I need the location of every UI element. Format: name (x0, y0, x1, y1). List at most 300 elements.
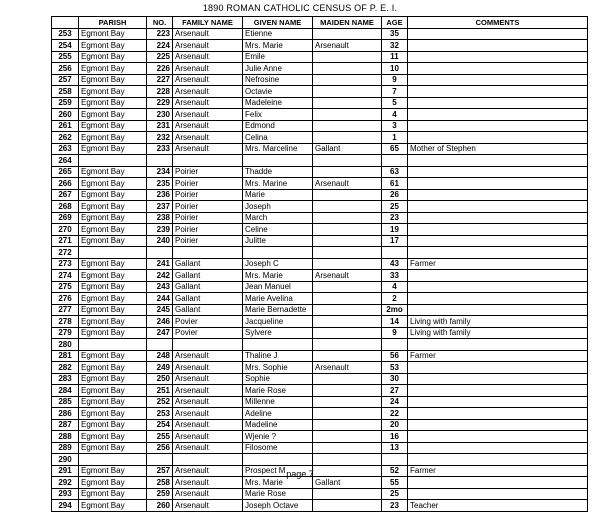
table-row (52, 212, 588, 224)
table-row (52, 373, 588, 385)
table-row (52, 281, 588, 293)
maiden-name-cell (313, 350, 382, 362)
comments-cell (408, 166, 588, 178)
given-name-cell: Mrs. Sophie (243, 362, 313, 374)
number-cell: 244 (147, 293, 173, 305)
table-row (52, 270, 588, 282)
table-row (52, 97, 588, 109)
maiden-name-cell (313, 373, 382, 385)
census-table (51, 16, 588, 512)
age-cell: 2 (382, 293, 408, 305)
row-number: 255 (52, 51, 79, 63)
age-cell: 14 (382, 316, 408, 328)
row-number: 267 (52, 189, 79, 201)
row-number: 258 (52, 86, 79, 98)
row-number: 254 (52, 40, 79, 52)
table-row (52, 86, 588, 98)
given-name-cell: Adeline (243, 408, 313, 420)
family-name-cell: Gallant (173, 304, 243, 316)
family-name-cell: Arsenault (173, 465, 243, 477)
family-name-cell: Arsenault (173, 109, 243, 121)
maiden-name-cell (313, 258, 382, 270)
age-cell: 27 (382, 385, 408, 397)
row-number: 294 (52, 500, 79, 512)
comments-cell (408, 51, 588, 63)
parish-cell: Egmont Bay (79, 442, 147, 454)
parish-cell: Egmont Bay (79, 327, 147, 339)
age-cell: 5 (382, 97, 408, 109)
comments-cell (408, 373, 588, 385)
number-cell: 237 (147, 201, 173, 213)
family-name-cell: Arsenault (173, 350, 243, 362)
comments-cell (408, 281, 588, 293)
parish-cell: Egmont Bay (79, 224, 147, 236)
row-number: 260 (52, 109, 79, 121)
family-name-cell: Poirier (173, 166, 243, 178)
table-row (52, 362, 588, 374)
number-cell: 225 (147, 51, 173, 63)
maiden-name-cell (313, 385, 382, 397)
family-name-cell: Gallant (173, 281, 243, 293)
age-cell: 20 (382, 419, 408, 431)
header-no: NO. (147, 17, 173, 29)
row-number: 285 (52, 396, 79, 408)
table-row (52, 143, 588, 155)
row-number: 278 (52, 316, 79, 328)
maiden-name-cell (313, 86, 382, 98)
comments-cell (408, 431, 588, 443)
family-name-cell: Poirier (173, 212, 243, 224)
family-name-cell: Povier (173, 327, 243, 339)
given-name-cell (243, 454, 313, 466)
row-number: 275 (52, 281, 79, 293)
given-name-cell: Felix (243, 109, 313, 121)
number-cell: 253 (147, 408, 173, 420)
parish-cell: Egmont Bay (79, 235, 147, 247)
parish-cell: Egmont Bay (79, 350, 147, 362)
given-name-cell: Marie Rose (243, 488, 313, 500)
family-name-cell: Arsenault (173, 431, 243, 443)
family-name-cell: Poirier (173, 178, 243, 190)
comments-cell (408, 74, 588, 86)
table-row (52, 74, 588, 86)
family-name-cell: Arsenault (173, 132, 243, 144)
parish-cell: Egmont Bay (79, 385, 147, 397)
maiden-name-cell (313, 201, 382, 213)
age-cell: 22 (382, 408, 408, 420)
number-cell: 233 (147, 143, 173, 155)
age-cell: 16 (382, 431, 408, 443)
row-number: 287 (52, 419, 79, 431)
maiden-name-cell (313, 327, 382, 339)
comments-cell (408, 247, 588, 259)
given-name-cell: Jean Manuel (243, 281, 313, 293)
given-name-cell: Joseph C (243, 258, 313, 270)
given-name-cell: March (243, 212, 313, 224)
table-row (52, 431, 588, 443)
comments-cell (408, 385, 588, 397)
table-row (52, 339, 588, 351)
parish-cell: Egmont Bay (79, 212, 147, 224)
table-row (52, 247, 588, 259)
age-cell: 61 (382, 178, 408, 190)
row-number: 256 (52, 63, 79, 75)
given-name-cell: Mrs. Marine (243, 178, 313, 190)
age-cell: 23 (382, 212, 408, 224)
comments-cell (408, 178, 588, 190)
maiden-name-cell (313, 51, 382, 63)
number-cell: 258 (147, 477, 173, 489)
age-cell: 25 (382, 201, 408, 213)
parish-cell: Egmont Bay (79, 143, 147, 155)
age-cell: 43 (382, 258, 408, 270)
age-cell: 25 (382, 488, 408, 500)
table-row (52, 293, 588, 305)
age-cell: 56 (382, 350, 408, 362)
comments-cell: Mother of Stephen (408, 143, 588, 155)
table-row (52, 396, 588, 408)
family-name-cell: Poirier (173, 189, 243, 201)
number-cell: 259 (147, 488, 173, 500)
age-cell (382, 247, 408, 259)
number-cell: 245 (147, 304, 173, 316)
family-name-cell: Arsenault (173, 477, 243, 489)
number-cell: 228 (147, 86, 173, 98)
age-cell: 26 (382, 189, 408, 201)
parish-cell: Egmont Bay (79, 477, 147, 489)
parish-cell: Egmont Bay (79, 40, 147, 52)
parish-cell: Egmont Bay (79, 373, 147, 385)
parish-cell: Egmont Bay (79, 293, 147, 305)
census-body (52, 28, 588, 511)
table-row (52, 155, 588, 167)
header-row-number (52, 17, 79, 29)
header-comments: COMMENTS (408, 17, 588, 29)
comments-cell: Farmer (408, 258, 588, 270)
number-cell: 236 (147, 189, 173, 201)
given-name-cell: Thadde (243, 166, 313, 178)
maiden-name-cell (313, 442, 382, 454)
table-row (52, 442, 588, 454)
header-family-name: FAMILY NAME (173, 17, 243, 29)
family-name-cell: Arsenault (173, 442, 243, 454)
number-cell: 242 (147, 270, 173, 282)
family-name-cell: Arsenault (173, 408, 243, 420)
parish-cell: Egmont Bay (79, 258, 147, 270)
parish-cell (79, 155, 147, 167)
parish-cell: Egmont Bay (79, 74, 147, 86)
row-number: 284 (52, 385, 79, 397)
maiden-name-cell (313, 247, 382, 259)
parish-cell: Egmont Bay (79, 166, 147, 178)
maiden-name-cell (313, 132, 382, 144)
row-number: 257 (52, 74, 79, 86)
given-name-cell: Madeleine (243, 97, 313, 109)
maiden-name-cell (313, 235, 382, 247)
given-name-cell: Mrs. Marie (243, 40, 313, 52)
number-cell: 238 (147, 212, 173, 224)
family-name-cell: Arsenault (173, 74, 243, 86)
table-row (52, 166, 588, 178)
given-name-cell: Mrs. Marie (243, 270, 313, 282)
family-name-cell: Arsenault (173, 373, 243, 385)
maiden-name-cell (313, 28, 382, 40)
given-name-cell: Celina (243, 132, 313, 144)
given-name-cell: Julie Anne (243, 63, 313, 75)
maiden-name-cell (313, 224, 382, 236)
header-row (52, 17, 588, 29)
comments-cell (408, 362, 588, 374)
family-name-cell: Arsenault (173, 500, 243, 512)
number-cell: 254 (147, 419, 173, 431)
given-name-cell: Jacqueline (243, 316, 313, 328)
comments-cell (408, 235, 588, 247)
family-name-cell: Povier (173, 316, 243, 328)
family-name-cell: Arsenault (173, 419, 243, 431)
age-cell: 10 (382, 63, 408, 75)
family-name-cell (173, 454, 243, 466)
row-number: 276 (52, 293, 79, 305)
table-row (52, 201, 588, 213)
table-row (52, 28, 588, 40)
row-number: 283 (52, 373, 79, 385)
row-number: 292 (52, 477, 79, 489)
parish-cell: Egmont Bay (79, 201, 147, 213)
table-row (52, 40, 588, 52)
parish-cell: Egmont Bay (79, 97, 147, 109)
parish-cell: Egmont Bay (79, 465, 147, 477)
header-parish: PARISH (79, 17, 147, 29)
maiden-name-cell: Arsenault (313, 40, 382, 52)
given-name-cell: Joseph Octave (243, 500, 313, 512)
row-number: 274 (52, 270, 79, 282)
table-row (52, 419, 588, 431)
comments-cell (408, 304, 588, 316)
family-name-cell: Gallant (173, 293, 243, 305)
age-cell: 30 (382, 373, 408, 385)
table-row (52, 224, 588, 236)
age-cell: 32 (382, 40, 408, 52)
table-row (52, 454, 588, 466)
row-number: 281 (52, 350, 79, 362)
table-row (52, 500, 588, 512)
comments-cell: Living with family (408, 316, 588, 328)
row-number: 270 (52, 224, 79, 236)
row-number: 269 (52, 212, 79, 224)
row-number: 272 (52, 247, 79, 259)
given-name-cell: Filosome (243, 442, 313, 454)
header-maiden-name: MAIDEN NAME (313, 17, 382, 29)
maiden-name-cell: Gallant (313, 477, 382, 489)
number-cell: 230 (147, 109, 173, 121)
family-name-cell (173, 155, 243, 167)
parish-cell: Egmont Bay (79, 270, 147, 282)
page-number: page 7 (286, 469, 314, 479)
number-cell (147, 247, 173, 259)
number-cell: 235 (147, 178, 173, 190)
table-row (52, 385, 588, 397)
age-cell: 65 (382, 143, 408, 155)
maiden-name-cell (313, 408, 382, 420)
row-number: 289 (52, 442, 79, 454)
maiden-name-cell: Arsenault (313, 270, 382, 282)
table-row (52, 408, 588, 420)
family-name-cell: Arsenault (173, 51, 243, 63)
row-number: 263 (52, 143, 79, 155)
comments-cell: Teacher (408, 500, 588, 512)
parish-cell (79, 339, 147, 351)
number-cell: 252 (147, 396, 173, 408)
given-name-cell: Etienne (243, 28, 313, 40)
family-name-cell: Poirier (173, 224, 243, 236)
age-cell (382, 454, 408, 466)
row-number: 262 (52, 132, 79, 144)
row-number: 277 (52, 304, 79, 316)
family-name-cell: Arsenault (173, 63, 243, 75)
comments-cell: Farmer (408, 465, 588, 477)
comments-cell (408, 86, 588, 98)
comments-cell (408, 109, 588, 121)
row-number: 279 (52, 327, 79, 339)
row-number: 261 (52, 120, 79, 132)
number-cell (147, 155, 173, 167)
number-cell: 234 (147, 166, 173, 178)
maiden-name-cell (313, 63, 382, 75)
number-cell: 257 (147, 465, 173, 477)
number-cell: 243 (147, 281, 173, 293)
family-name-cell: Arsenault (173, 97, 243, 109)
given-name-cell: Marie Rose (243, 385, 313, 397)
comments-cell (408, 189, 588, 201)
maiden-name-cell: Gallant (313, 143, 382, 155)
maiden-name-cell: Arsenault (313, 178, 382, 190)
given-name-cell: Marie Bernadette (243, 304, 313, 316)
given-name-cell: Mrs. Marie (243, 477, 313, 489)
given-name-cell: Wjenie ? (243, 431, 313, 443)
parish-cell: Egmont Bay (79, 109, 147, 121)
age-cell: 55 (382, 477, 408, 489)
family-name-cell: Arsenault (173, 120, 243, 132)
age-cell (382, 339, 408, 351)
given-name-cell: Marie (243, 189, 313, 201)
number-cell: 227 (147, 74, 173, 86)
given-name-cell: Thaline J (243, 350, 313, 362)
family-name-cell: Poirier (173, 235, 243, 247)
age-cell: 4 (382, 109, 408, 121)
age-cell: 33 (382, 270, 408, 282)
given-name-cell: Sylvere (243, 327, 313, 339)
age-cell: 53 (382, 362, 408, 374)
maiden-name-cell (313, 339, 382, 351)
number-cell: 249 (147, 362, 173, 374)
parish-cell: Egmont Bay (79, 316, 147, 328)
number-cell: 260 (147, 500, 173, 512)
comments-cell (408, 419, 588, 431)
given-name-cell: Joseph (243, 201, 313, 213)
age-cell (382, 155, 408, 167)
row-number: 266 (52, 178, 79, 190)
age-cell: 17 (382, 235, 408, 247)
family-name-cell: Arsenault (173, 143, 243, 155)
given-name-cell (243, 155, 313, 167)
parish-cell: Egmont Bay (79, 51, 147, 63)
age-cell: 23 (382, 500, 408, 512)
number-cell: 223 (147, 28, 173, 40)
parish-cell: Egmont Bay (79, 86, 147, 98)
row-number: 290 (52, 454, 79, 466)
row-number: 286 (52, 408, 79, 420)
table-row (52, 235, 588, 247)
comments-cell (408, 63, 588, 75)
number-cell: 256 (147, 442, 173, 454)
age-cell: 7 (382, 86, 408, 98)
parish-cell: Egmont Bay (79, 500, 147, 512)
comments-cell (408, 120, 588, 132)
comments-cell (408, 270, 588, 282)
maiden-name-cell (313, 120, 382, 132)
comments-cell (408, 454, 588, 466)
parish-cell: Egmont Bay (79, 488, 147, 500)
number-cell: 251 (147, 385, 173, 397)
maiden-name-cell (313, 454, 382, 466)
table-row (52, 258, 588, 270)
number-cell: 246 (147, 316, 173, 328)
row-number: 253 (52, 28, 79, 40)
family-name-cell: Gallant (173, 270, 243, 282)
maiden-name-cell (313, 74, 382, 86)
maiden-name-cell (313, 155, 382, 167)
family-name-cell: Arsenault (173, 488, 243, 500)
comments-cell (408, 396, 588, 408)
family-name-cell: Arsenault (173, 362, 243, 374)
age-cell: 13 (382, 442, 408, 454)
age-cell: 3 (382, 120, 408, 132)
row-number: 273 (52, 258, 79, 270)
age-cell: 19 (382, 224, 408, 236)
row-number: 282 (52, 362, 79, 374)
table-row (52, 327, 588, 339)
age-cell: 9 (382, 74, 408, 86)
given-name-cell (243, 247, 313, 259)
parish-cell: Egmont Bay (79, 63, 147, 75)
given-name-cell: Emile (243, 51, 313, 63)
parish-cell: Egmont Bay (79, 419, 147, 431)
row-number: 271 (52, 235, 79, 247)
given-name-cell: Nefrosine (243, 74, 313, 86)
family-name-cell: Arsenault (173, 28, 243, 40)
table-row (52, 51, 588, 63)
row-number: 268 (52, 201, 79, 213)
family-name-cell: Gallant (173, 258, 243, 270)
header-given-name: GIVEN NAME (243, 17, 313, 29)
number-cell: 241 (147, 258, 173, 270)
number-cell: 250 (147, 373, 173, 385)
table-row (52, 189, 588, 201)
comments-cell (408, 293, 588, 305)
given-name-cell: Julitte (243, 235, 313, 247)
maiden-name-cell (313, 109, 382, 121)
row-number: 259 (52, 97, 79, 109)
parish-cell: Egmont Bay (79, 132, 147, 144)
parish-cell: Egmont Bay (79, 431, 147, 443)
maiden-name-cell (313, 281, 382, 293)
age-cell: 35 (382, 28, 408, 40)
parish-cell: Egmont Bay (79, 120, 147, 132)
table-row (52, 350, 588, 362)
row-number: 264 (52, 155, 79, 167)
comments-cell (408, 442, 588, 454)
family-name-cell: Arsenault (173, 385, 243, 397)
